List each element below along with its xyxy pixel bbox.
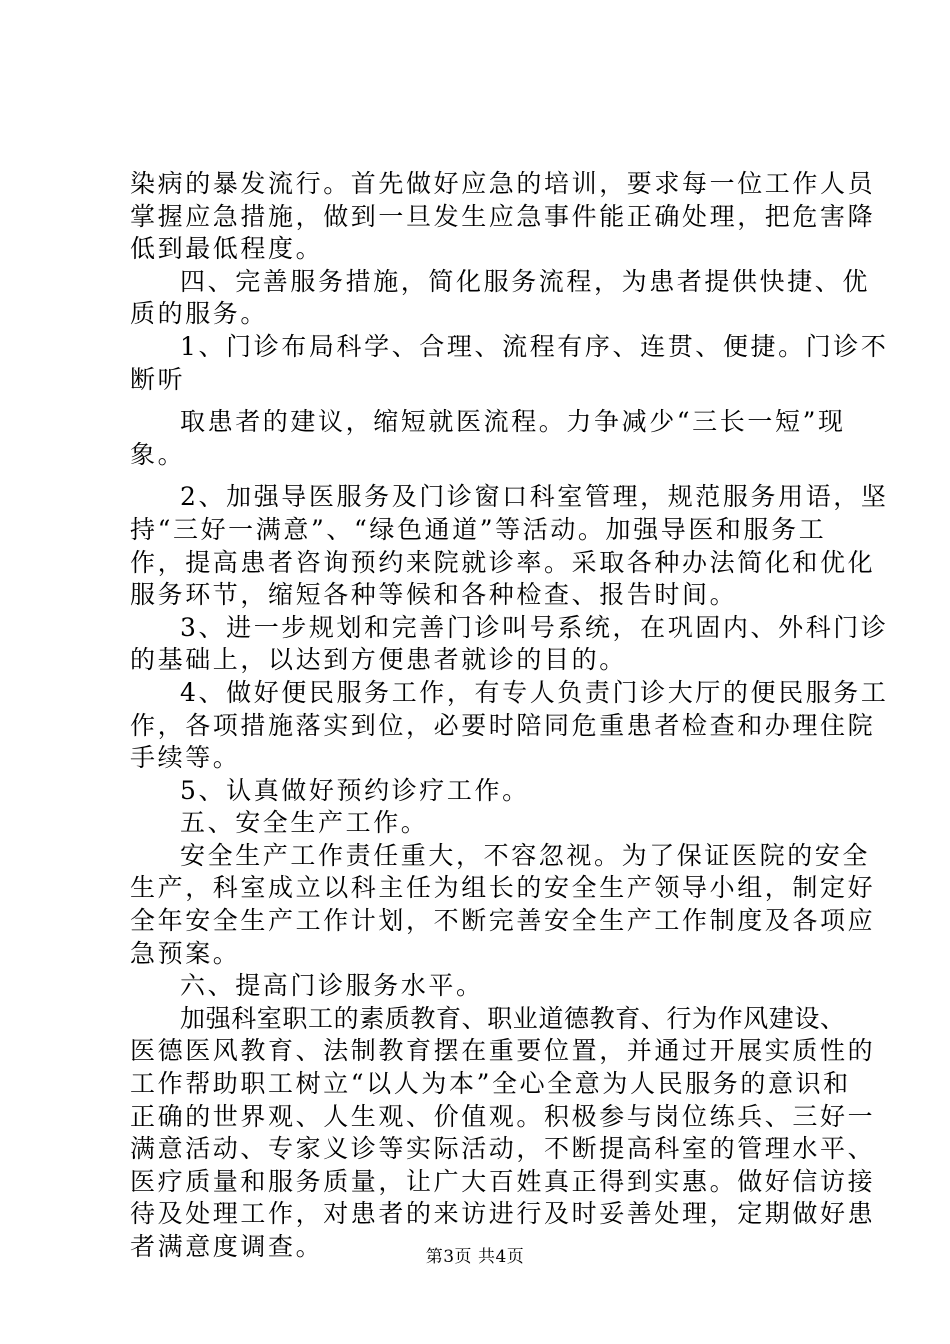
- list-item-2: 2、加强导医服务及门诊窗口科室管理，规范服务用语，坚: [180, 482, 889, 512]
- text-line: 安全生产工作责任重大，不容忽视。为了保证医院的安全: [180, 840, 871, 870]
- text-line: 低到最低程度。: [130, 234, 324, 264]
- text-line: 医德医风教育、法制教育摆在重要位置，并通过开展实质性的: [130, 1036, 876, 1066]
- text-line: 质的服务。: [130, 299, 269, 329]
- text-line: 待及处理工作，对患者的来访进行及时妥善处理，定期做好患: [130, 1199, 876, 1229]
- text-line: 手续等。: [130, 743, 241, 773]
- section-heading-5: 五、安全生产工作。: [180, 808, 429, 838]
- list-item-5: 5、认真做好预约诊疗工作。: [180, 775, 530, 805]
- text-line: 象。: [130, 439, 186, 469]
- text-line: 的基础上，以达到方便患者就诊的目的。: [130, 645, 627, 675]
- list-item-1: 1、门诊布局科学、合理、流程有序、连贯、便捷。门诊不: [180, 331, 889, 361]
- text-line: 生产，科室成立以科主任为组长的安全生产领导小组，制定好: [130, 873, 876, 903]
- text-line: 服务环节，缩短各种等候和各种检查、报告时间。: [130, 580, 738, 610]
- text-line: 满意活动、专家义诊等实际活动，不断提高科室的管理水平、: [130, 1134, 876, 1164]
- text-line: 作，提高患者咨询预约来院就诊率。采取各种办法简化和优化: [130, 547, 876, 577]
- text-line: 染病的暴发流行。首先做好应急的培训，要求每一位工作人员: [130, 169, 876, 198]
- text-line: 全年安全生产工作计划，不断完善安全生产工作制度及各项应: [130, 906, 876, 936]
- text-line: 作，各项措施落实到位，必要时陪同危重患者检查和办理住院: [130, 710, 876, 740]
- text-line: 者满意度调查。: [130, 1232, 324, 1261]
- list-item-4: 4、做好便民服务工作，有专人负责门诊大厅的便民服务工: [180, 677, 889, 707]
- section-heading-4: 四、完善服务措施，简化服务流程，为患者提供快捷、优: [180, 266, 871, 296]
- text-line: 掌握应急措施，做到一旦发生应急事件能正确处理，把危害降: [130, 201, 876, 231]
- text-line: 急预案。: [130, 938, 241, 968]
- text-line: 正确的世界观、人生观、价值观。积极参与岗位练兵、三好一: [130, 1101, 876, 1131]
- page-number-footer: 第3页 共4页: [425, 1247, 525, 1267]
- text-line: 持“三好一满意”、“绿色通道”等活动。加强导医和服务工: [130, 514, 827, 544]
- section-heading-6: 六、提高门诊服务水平。: [180, 971, 484, 1001]
- text-line: 医疗质量和服务质量，让广大百姓真正得到实惠。做好信访接: [130, 1166, 876, 1196]
- list-item-3: 3、进一步规划和完善门诊叫号系统，在巩固内、外科门诊: [180, 612, 889, 642]
- text-line: 工作帮助职工树立“以人为本”全心全意为人民服务的意识和: [130, 1069, 851, 1099]
- text-line: 加强科室职工的素质教育、职业道德教育、行为作风建设、: [180, 1003, 846, 1033]
- document-body: [130, 168, 889, 1264]
- text-line: 断听: [130, 364, 186, 394]
- text-line: 取患者的建议，缩短就医流程。力争减少“三长一短”现: [180, 407, 846, 437]
